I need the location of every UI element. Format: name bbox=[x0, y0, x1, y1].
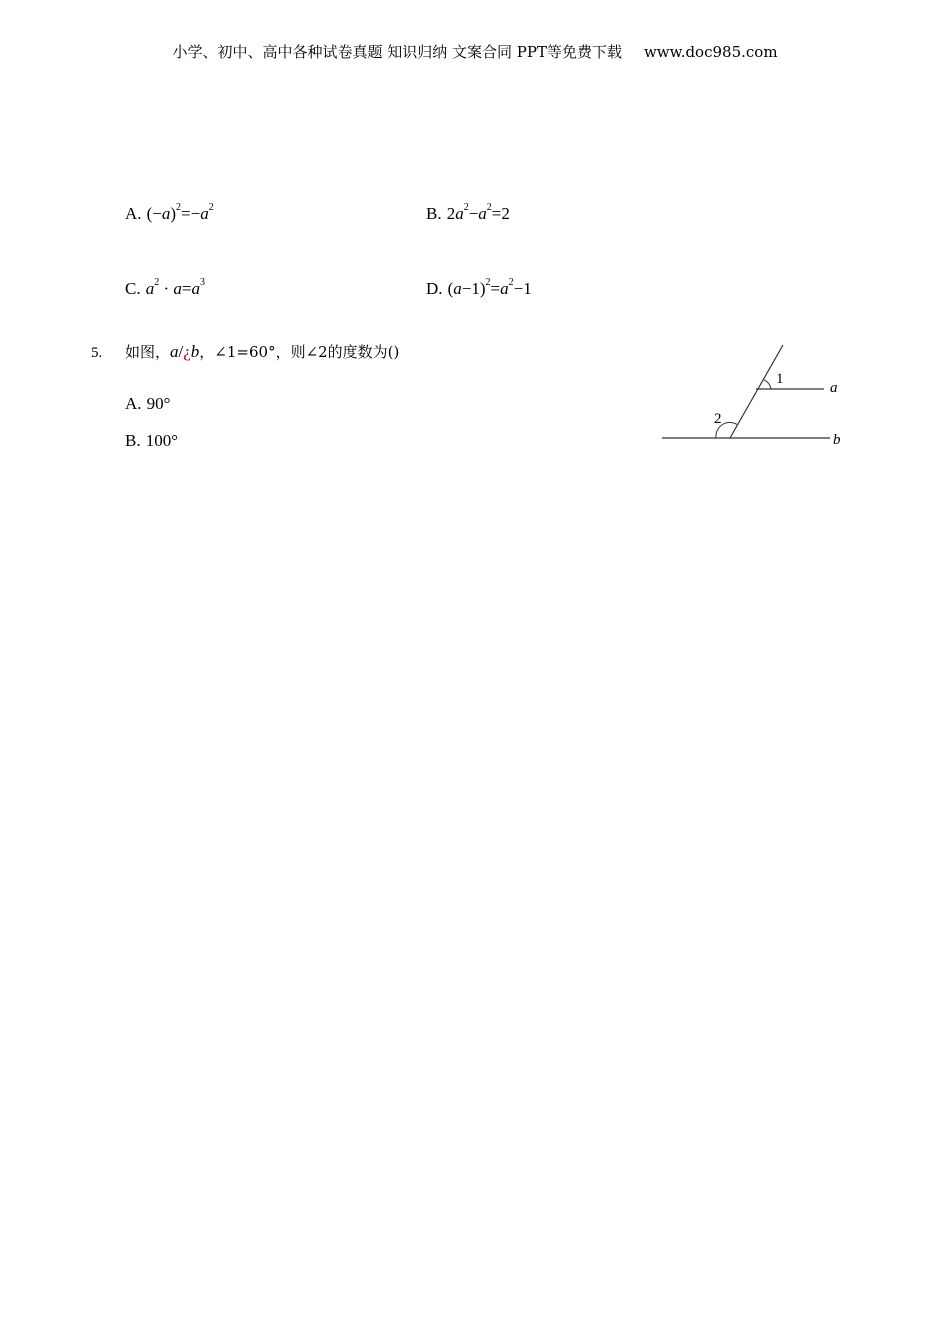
q5-option-b-value: 100° bbox=[145, 431, 178, 450]
line-b-label: b bbox=[833, 432, 841, 448]
option-a-expression: $(-a)^2=-a^2$ bbox=[146, 202, 214, 223]
page-header bbox=[0, 41, 950, 62]
q5-option-b[interactable]: B. 100° bbox=[125, 431, 178, 450]
angle-1-arc bbox=[764, 380, 771, 389]
angle-2-label: 2 bbox=[714, 411, 722, 427]
q5-option-a-value: 90° bbox=[146, 394, 171, 413]
q4-option-a[interactable] bbox=[125, 204, 214, 224]
q4-option-b[interactable] bbox=[426, 204, 510, 224]
question-5-number: 5. bbox=[91, 345, 103, 361]
angle-1-label: 1 bbox=[776, 371, 784, 387]
option-c-expression: $a^2 \cdot a=a^3$ bbox=[145, 277, 205, 298]
option-label: D. bbox=[426, 279, 443, 298]
option-label: C. bbox=[125, 279, 141, 298]
option-b-expression: $2a^2-a^2=2$ bbox=[446, 202, 510, 223]
option-label: A. bbox=[125, 204, 142, 223]
header-site-link[interactable]: www.doc985.com bbox=[643, 43, 778, 61]
header-text: 小学、初中、高中各种试卷真题 知识归纳 文案合同 PPT等免费下载 bbox=[172, 43, 622, 61]
line-a-label: a bbox=[830, 380, 838, 396]
q5-option-a[interactable]: A. 90° bbox=[125, 394, 171, 413]
parallel-lines-figure bbox=[658, 340, 848, 450]
unknown-char-mark: ¿ bbox=[183, 342, 191, 361]
q4-option-c[interactable] bbox=[125, 279, 205, 299]
question-5-stem: 如图，a/¿b，∠1=60°，则∠2的度数为() bbox=[125, 342, 400, 361]
q4-option-d[interactable] bbox=[426, 279, 532, 299]
option-d-expression: $(a-1)^2=a^2-1$ bbox=[447, 277, 532, 298]
option-label: B. bbox=[426, 204, 442, 223]
transversal-line bbox=[730, 345, 783, 438]
